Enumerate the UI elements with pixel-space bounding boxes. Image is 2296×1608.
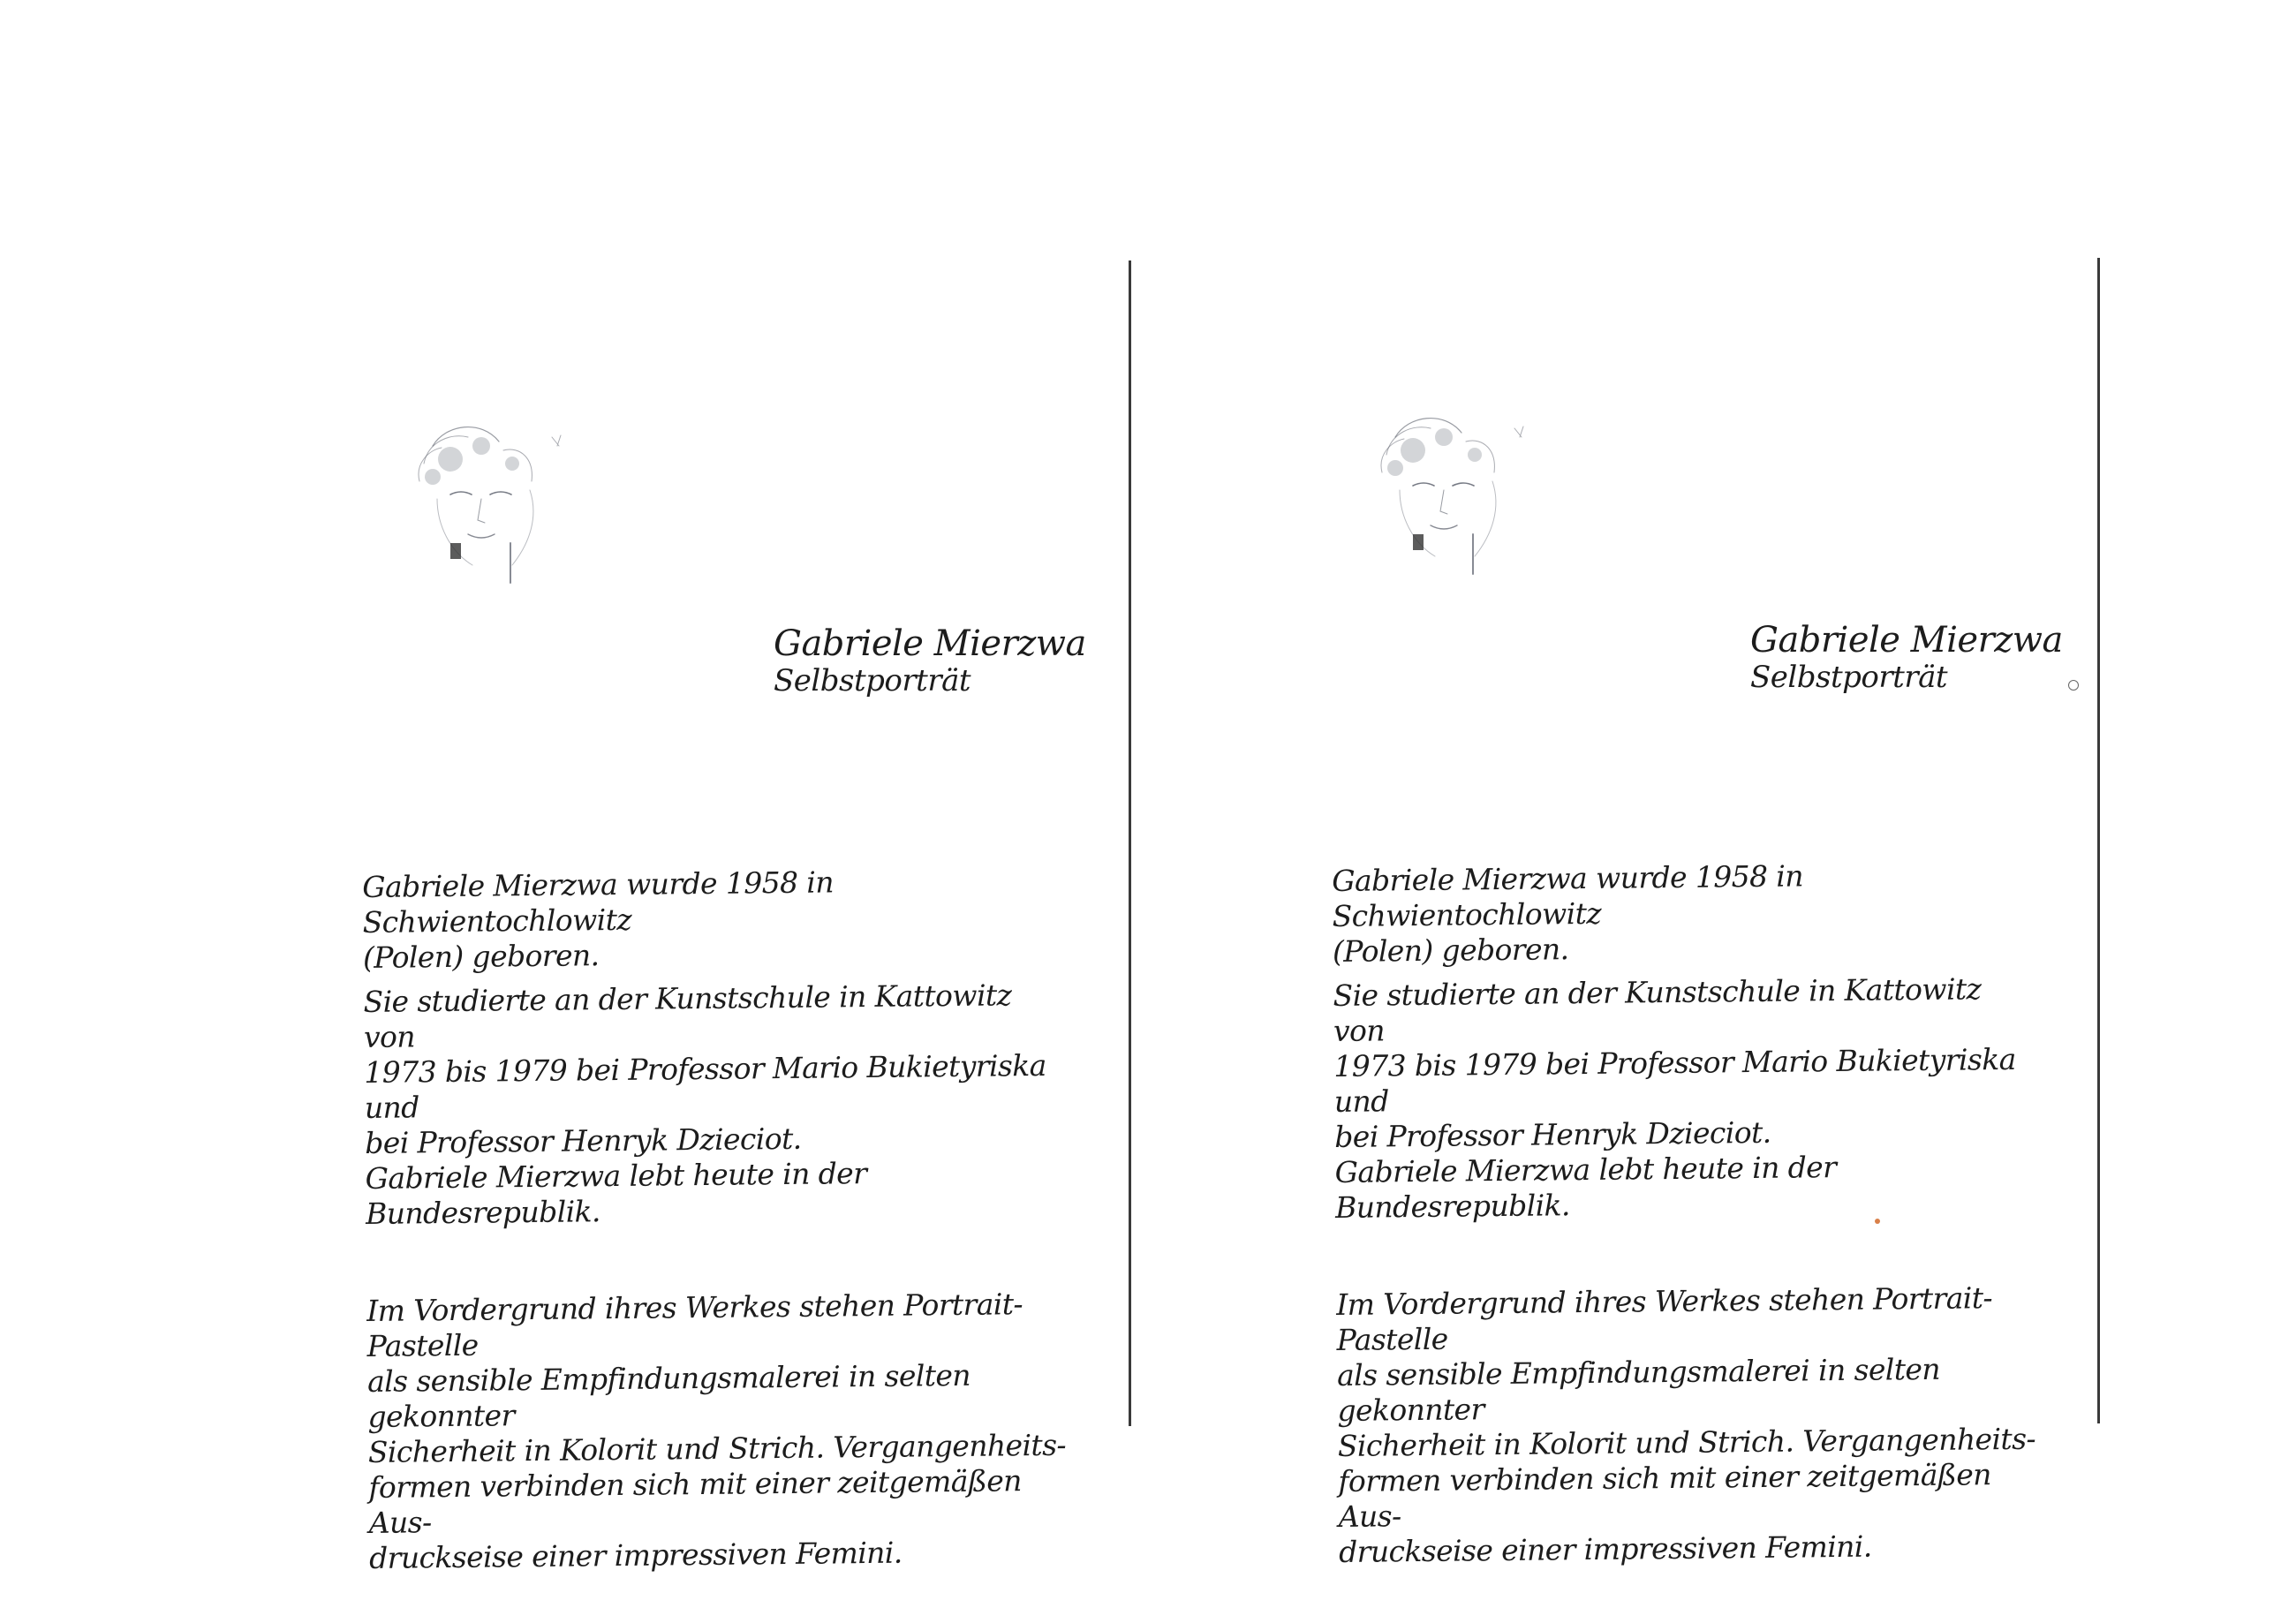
- bio-paragraph-birth: [1332, 857, 2039, 970]
- text-line: Gabriele Mierzwa wurde 1958 in Schwientochlowitz: [1332, 858, 1804, 933]
- artwork-caption: [774, 623, 1086, 698]
- text-line: Im Vordergrund ihres Werkes stehen Portrait-Pastelle: [1336, 1280, 1993, 1357]
- self-portrait-sketch: [1360, 402, 1563, 587]
- text-line: formen verbinden sich mit einer zeitgemäßen Aus-: [1338, 1457, 1992, 1534]
- artist-name: Gabriele Mierzwa: [774, 623, 1086, 664]
- artist-biography: [1332, 857, 2045, 1570]
- text-line: Sie studierte an der Kunstschule in Kattowitz von: [363, 978, 1012, 1054]
- page-edge-line: [2097, 258, 2100, 1423]
- text-line: als sensible Empfindungsmalerei in selten gekonnter: [366, 1357, 971, 1434]
- text-line: Gabriele Mierzwa wurde 1958 in Schwientochlowitz: [362, 864, 835, 940]
- text-line: 1973 bis 1979 bei Professor Mario Bukietyriska und: [1333, 1041, 2016, 1119]
- text-line: Sicherheit in Kolorit und Strich. Vergangenheits-: [367, 1427, 1067, 1469]
- bio-paragraph-birth: [362, 863, 1069, 976]
- text-line: bei Professor Henryk Dzieciot.: [1334, 1114, 1771, 1154]
- text-line: Sicherheit in Kolorit und Strich. Vergangenheits-: [1337, 1421, 2036, 1463]
- ink-speck: [1875, 1219, 1880, 1224]
- bio-paragraph-work: [366, 1287, 1076, 1576]
- text-line: Sie studierte an der Kunstschule in Kattowitz von: [1333, 971, 1982, 1048]
- bio-paragraph-studies: [363, 978, 1072, 1232]
- text-line: (Polen) geboren.: [1332, 932, 1569, 969]
- self-portrait-sketch: [397, 411, 600, 596]
- small-circle-mark: [2068, 680, 2079, 691]
- text-line: als sensible Empfindungsmalerei in selten gekonnter: [1336, 1351, 1941, 1428]
- text-line: formen verbinden sich mit einer zeitgemäßen Aus-: [368, 1463, 1023, 1540]
- text-line: (Polen) geboren.: [362, 938, 600, 975]
- artwork-caption: [1750, 620, 2063, 694]
- text-line: 1973 bis 1979 bei Professor Mario Bukietyriska und: [364, 1047, 1046, 1125]
- artwork-title: Selbstporträt: [1750, 660, 1947, 695]
- artist-biography: [362, 863, 1076, 1576]
- text-line: druckseise einer impressiven Femini.: [368, 1535, 903, 1575]
- text-line: Gabriele Mierzwa lebt heute in der Bundesrepublik.: [365, 1156, 867, 1231]
- text-line: Im Vordergrund ihres Werkes stehen Portrait-Pastelle: [366, 1287, 1023, 1363]
- right-page: [1148, 0, 2296, 1608]
- artwork-title: Selbstporträt: [774, 663, 971, 698]
- text-line: Gabriele Mierzwa lebt heute in der Bundesrepublik.: [1334, 1150, 1837, 1225]
- bio-paragraph-work: [1336, 1280, 2045, 1570]
- page-divider-line: [1129, 260, 1131, 1426]
- artist-name: Gabriele Mierzwa: [1750, 620, 2063, 661]
- text-line: druckseise einer impressiven Femini.: [1338, 1529, 1872, 1569]
- bio-paragraph-studies: [1333, 971, 2042, 1226]
- text-line: bei Professor Henryk Dzieciot.: [365, 1121, 802, 1160]
